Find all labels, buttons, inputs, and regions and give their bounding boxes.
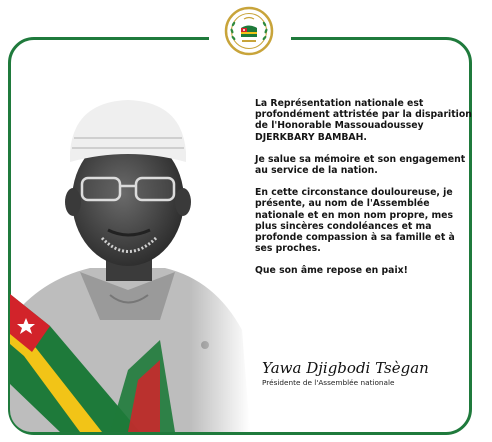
assembly-seal-icon [224, 6, 274, 56]
condolence-message [255, 98, 475, 288]
signature-title: Présidente de l'Assemblée nationale [262, 378, 395, 387]
signature-name: Yawa Djigbodi Tsègan [262, 359, 429, 377]
message-paragraph-3: En cette circonstance douloureuse, je présente, au nom de l'Assemblée nationale et en mon nom propre, mes plus sincères condoléances et ma profonde compassion à sa famille et à ses proches. [255, 187, 455, 255]
portrait-photo [10, 80, 250, 432]
message-paragraph-2: Je salue sa mémoire et son engagement au service de la nation. [255, 153, 466, 177]
message-paragraph-1: La Représentation nationale est profondément attristée par la disparition de l'Honorable Massouadoussey DJERKBARY BAMBAH. [255, 98, 472, 143]
message-paragraph-4: Que son âme repose en paix! [255, 265, 408, 277]
